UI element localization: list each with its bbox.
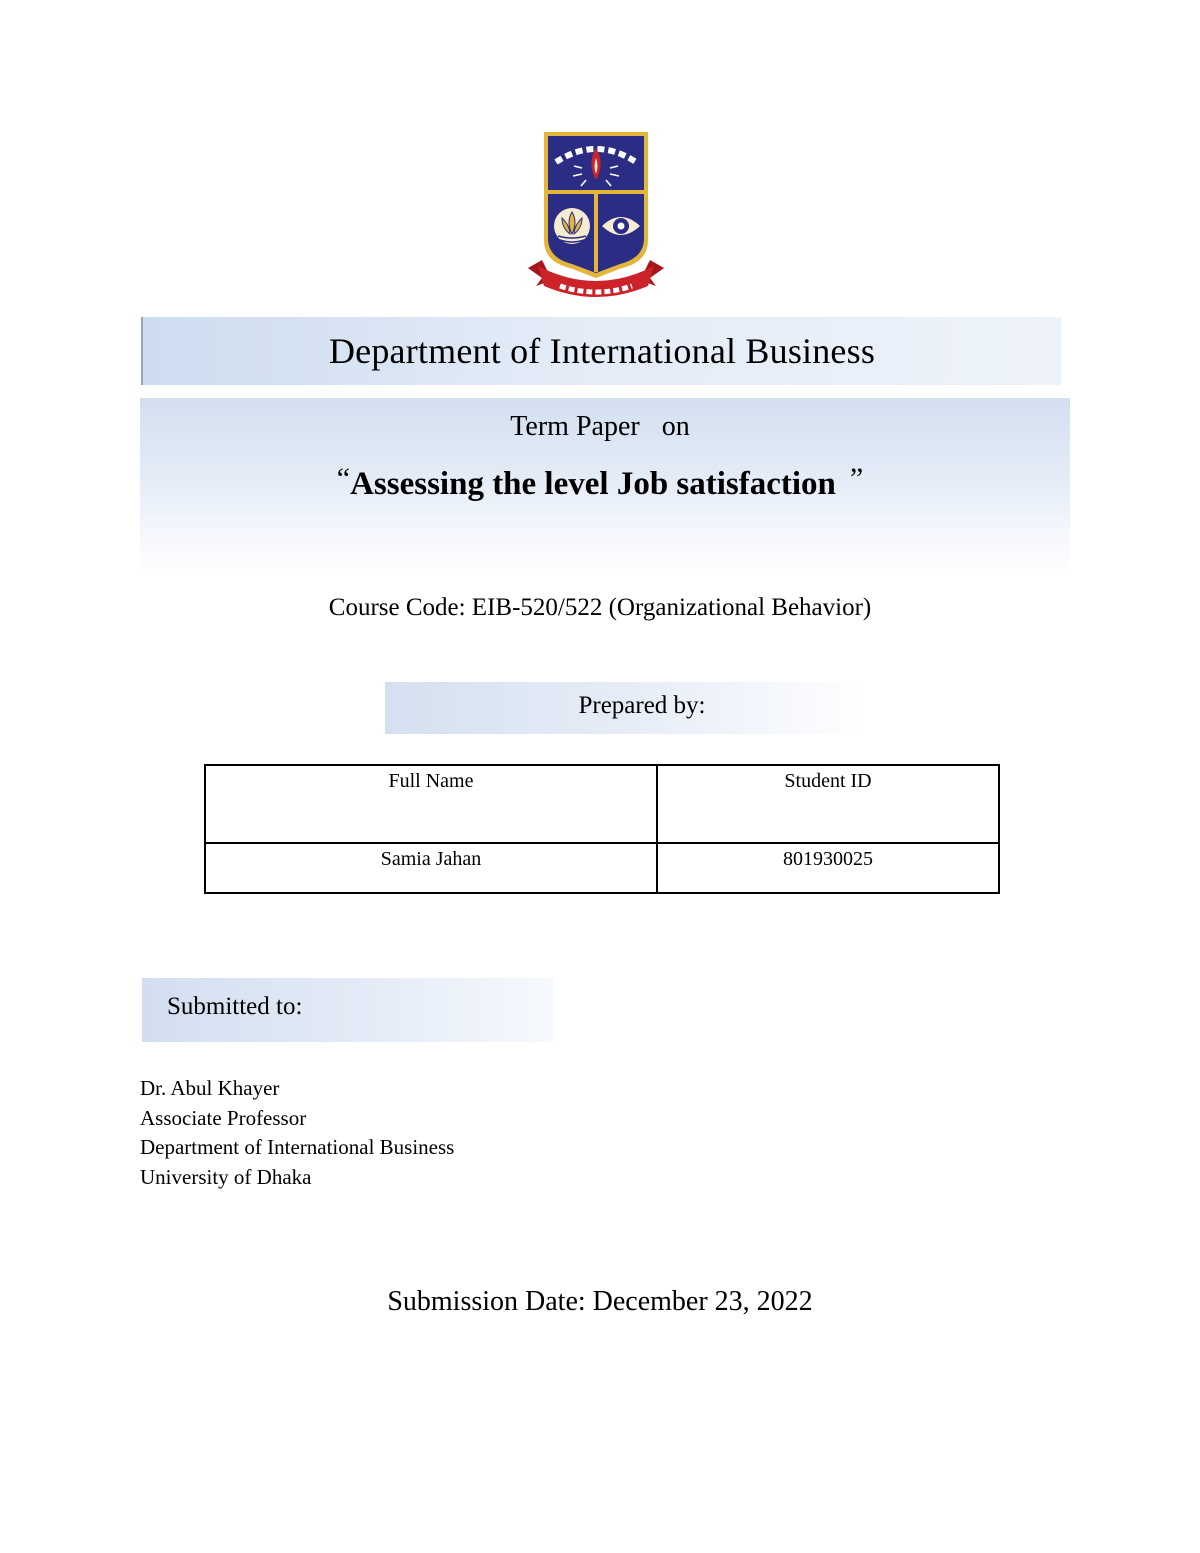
prepared-by-label: Prepared by:: [578, 692, 706, 719]
table-row: [205, 843, 999, 893]
supervisor-name: Dr. Abul Khayer: [140, 1076, 280, 1100]
close-quote: ”: [849, 462, 864, 495]
paper-title: [0, 462, 1200, 503]
column-header-full-name: Full Name: [205, 765, 657, 843]
term-paper-line: [0, 411, 1200, 443]
on-label: on: [661, 411, 690, 442]
department-banner: [141, 317, 1061, 385]
submitted-to-label: Submitted to:: [167, 993, 303, 1020]
term-paper-label: Term Paper: [510, 411, 640, 442]
column-header-student-id: Student ID: [657, 765, 999, 843]
department-title: Department of International Business: [328, 331, 876, 371]
supervisor-department: Department of International Business: [140, 1135, 455, 1159]
student-name-cell: Samia Jahan: [205, 843, 657, 893]
student-table: [204, 764, 1000, 894]
university-crest-logo: [526, 128, 666, 303]
open-quote: “: [336, 462, 351, 495]
supervisor-details: [140, 1074, 454, 1192]
course-code: Course Code: EIB-520/522 (Organizational Behavior): [328, 594, 872, 621]
student-id-cell: 801930025: [657, 843, 999, 893]
submission-date: Submission Date: December 23, 2022: [387, 1286, 813, 1317]
supervisor-title: Associate Professor: [140, 1105, 307, 1130]
supervisor-university: University of Dhaka: [140, 1164, 312, 1189]
paper-title-text: Assessing the level Job satisfaction: [350, 466, 836, 502]
table-header-row: [205, 765, 999, 843]
